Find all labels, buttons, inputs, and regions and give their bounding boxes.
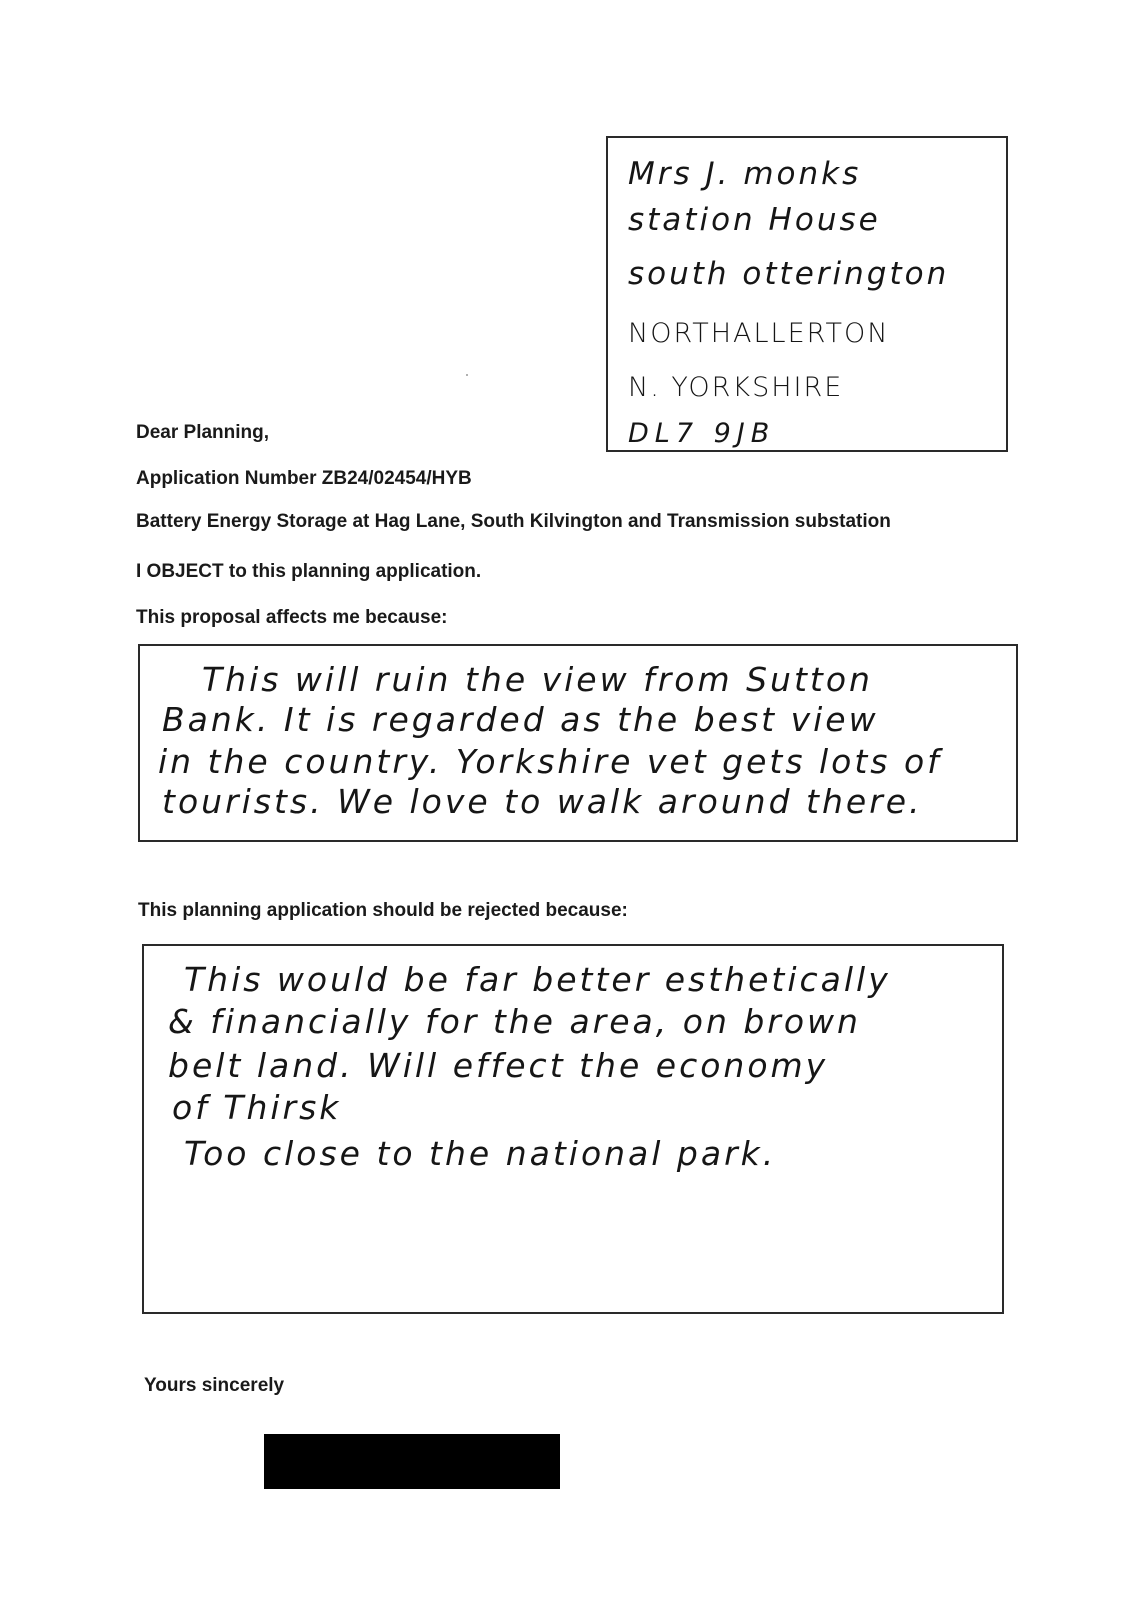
signature-redaction	[264, 1434, 560, 1489]
address-line-town: NORTHALLERTON	[628, 318, 890, 349]
rejected-line: & financially for the area, on brown	[168, 1002, 861, 1041]
affects-line: Bank. It is regarded as the best view	[162, 700, 879, 739]
rejected-heading: This planning application should be rejected because:	[138, 900, 628, 921]
objection-statement: I OBJECT to this planning application.	[136, 561, 482, 582]
rejected-line: This would be far better esthetically	[184, 960, 891, 999]
project-title: Battery Energy Storage at Hag Lane, South Kilvington and Transmission substation	[136, 511, 891, 532]
scan-speck	[466, 374, 468, 376]
affects-line: tourists. We love to walk around there.	[162, 782, 923, 821]
address-line-house: station House	[628, 202, 881, 238]
rejected-line: belt land. Will effect the economy	[168, 1046, 829, 1085]
address-line-village: south otterington	[628, 256, 950, 292]
affects-heading: This proposal affects me because:	[136, 607, 448, 628]
application-number: Application Number ZB24/02454/HYB	[136, 468, 472, 489]
rejected-line: of Thirsk	[172, 1088, 342, 1127]
affects-line: in the country. Yorkshire vet gets lots of	[158, 742, 942, 781]
address-line-postcode: DL7 9JB	[628, 418, 776, 449]
salutation: Dear Planning,	[136, 422, 270, 443]
address-box	[606, 136, 1008, 452]
affects-line: This will ruin the view from Sutton	[202, 660, 873, 699]
rejected-box	[142, 944, 1004, 1314]
rejected-line: Too close to the national park.	[184, 1134, 777, 1173]
address-line-name: Mrs J. monks	[628, 156, 862, 192]
address-line-county: N. YORKSHIRE	[628, 372, 844, 403]
closing: Yours sincerely	[144, 1375, 285, 1396]
affects-box	[138, 644, 1018, 842]
